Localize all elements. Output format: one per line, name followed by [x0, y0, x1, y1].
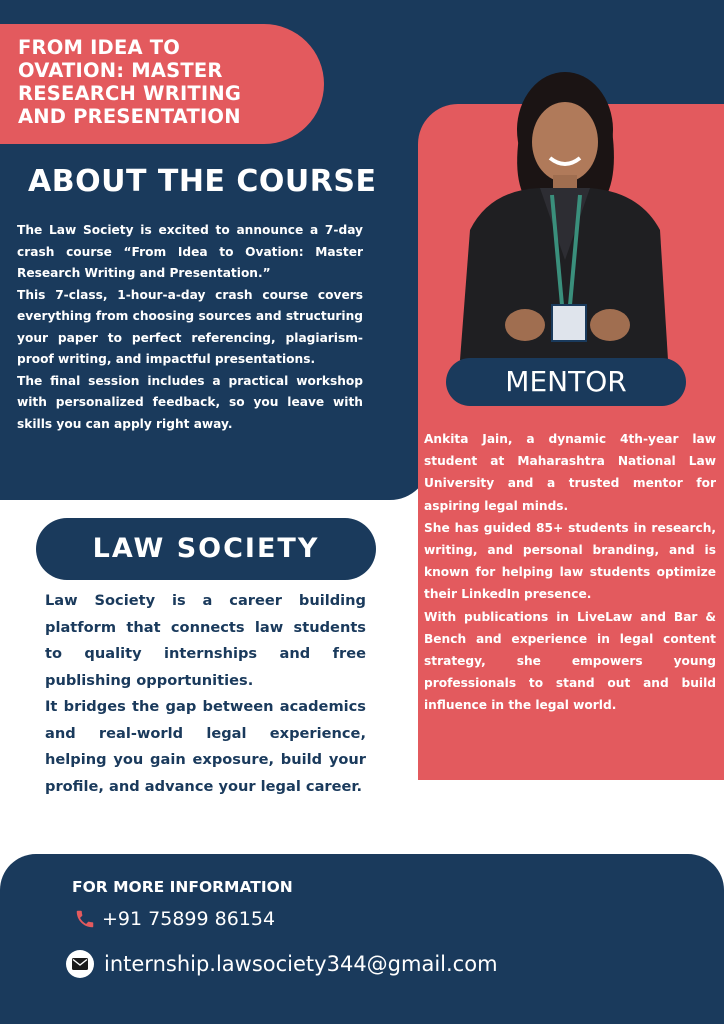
footer-heading: FOR MORE INFORMATION — [72, 878, 293, 896]
law-society-description — [45, 588, 366, 800]
about-description — [17, 220, 363, 435]
course-title-banner — [0, 24, 324, 144]
mentor-label: MENTOR — [446, 358, 686, 406]
law-society-paragraph: Law Society is a career building platform that connects law students to quality internships and free publishing opportunities. — [45, 592, 366, 689]
mentor-paragraph: With publications in LiveLaw and Bar & Bench and experience in legal content strategy, she empowers young professionals to stand out and build influence in the legal world. — [424, 609, 716, 713]
mentor-paragraph: She has guided 85+ students in research, writing, and personal branding, and is known for helping law students optimize their LinkedIn presence. — [424, 520, 716, 602]
email-address[interactable]: internship.lawsociety344@gmail.com — [104, 952, 498, 976]
law-society-heading: LAW SOCIETY — [36, 518, 376, 580]
mentor-photo — [440, 60, 670, 360]
law-society-paragraph: It bridges the gap between academics and real-world legal experience, helping you gain exposure, build your profile, and advance your legal career. — [45, 698, 366, 795]
mentor-bio — [424, 428, 716, 717]
course-title-line: AND PRESENTATION — [18, 105, 241, 128]
course-title-line: RESEARCH WRITING — [18, 82, 242, 105]
about-heading: ABOUT THE COURSE — [28, 164, 377, 199]
phone-contact[interactable] — [74, 908, 275, 930]
email-contact[interactable] — [66, 950, 498, 978]
about-paragraph: The Law Society is excited to announce a 7-day crash course “From Idea to Ovation: Master Research Writing and Presentation.” — [17, 223, 363, 280]
course-title-line: FROM IDEA TO — [18, 36, 181, 59]
mentor-paragraph: Ankita Jain, a dynamic 4th-year law student at Maharashtra National Law University and a trusted mentor for aspiring legal minds. — [424, 432, 716, 513]
email-icon — [66, 950, 94, 978]
phone-icon — [74, 908, 96, 930]
about-paragraph: This 7-class, 1-hour-a-day crash course covers everything from choosing sources and structuring your paper to perfect referencing, plagiarism-proof writing, and impactful presentations. — [17, 287, 363, 366]
about-paragraph: The final session includes a practical workshop with personalized feedback, so you leave with skills you can apply right away. — [17, 373, 363, 431]
phone-number[interactable]: +91 75899 86154 — [102, 908, 276, 930]
course-title-line: OVATION: MASTER — [18, 59, 223, 82]
